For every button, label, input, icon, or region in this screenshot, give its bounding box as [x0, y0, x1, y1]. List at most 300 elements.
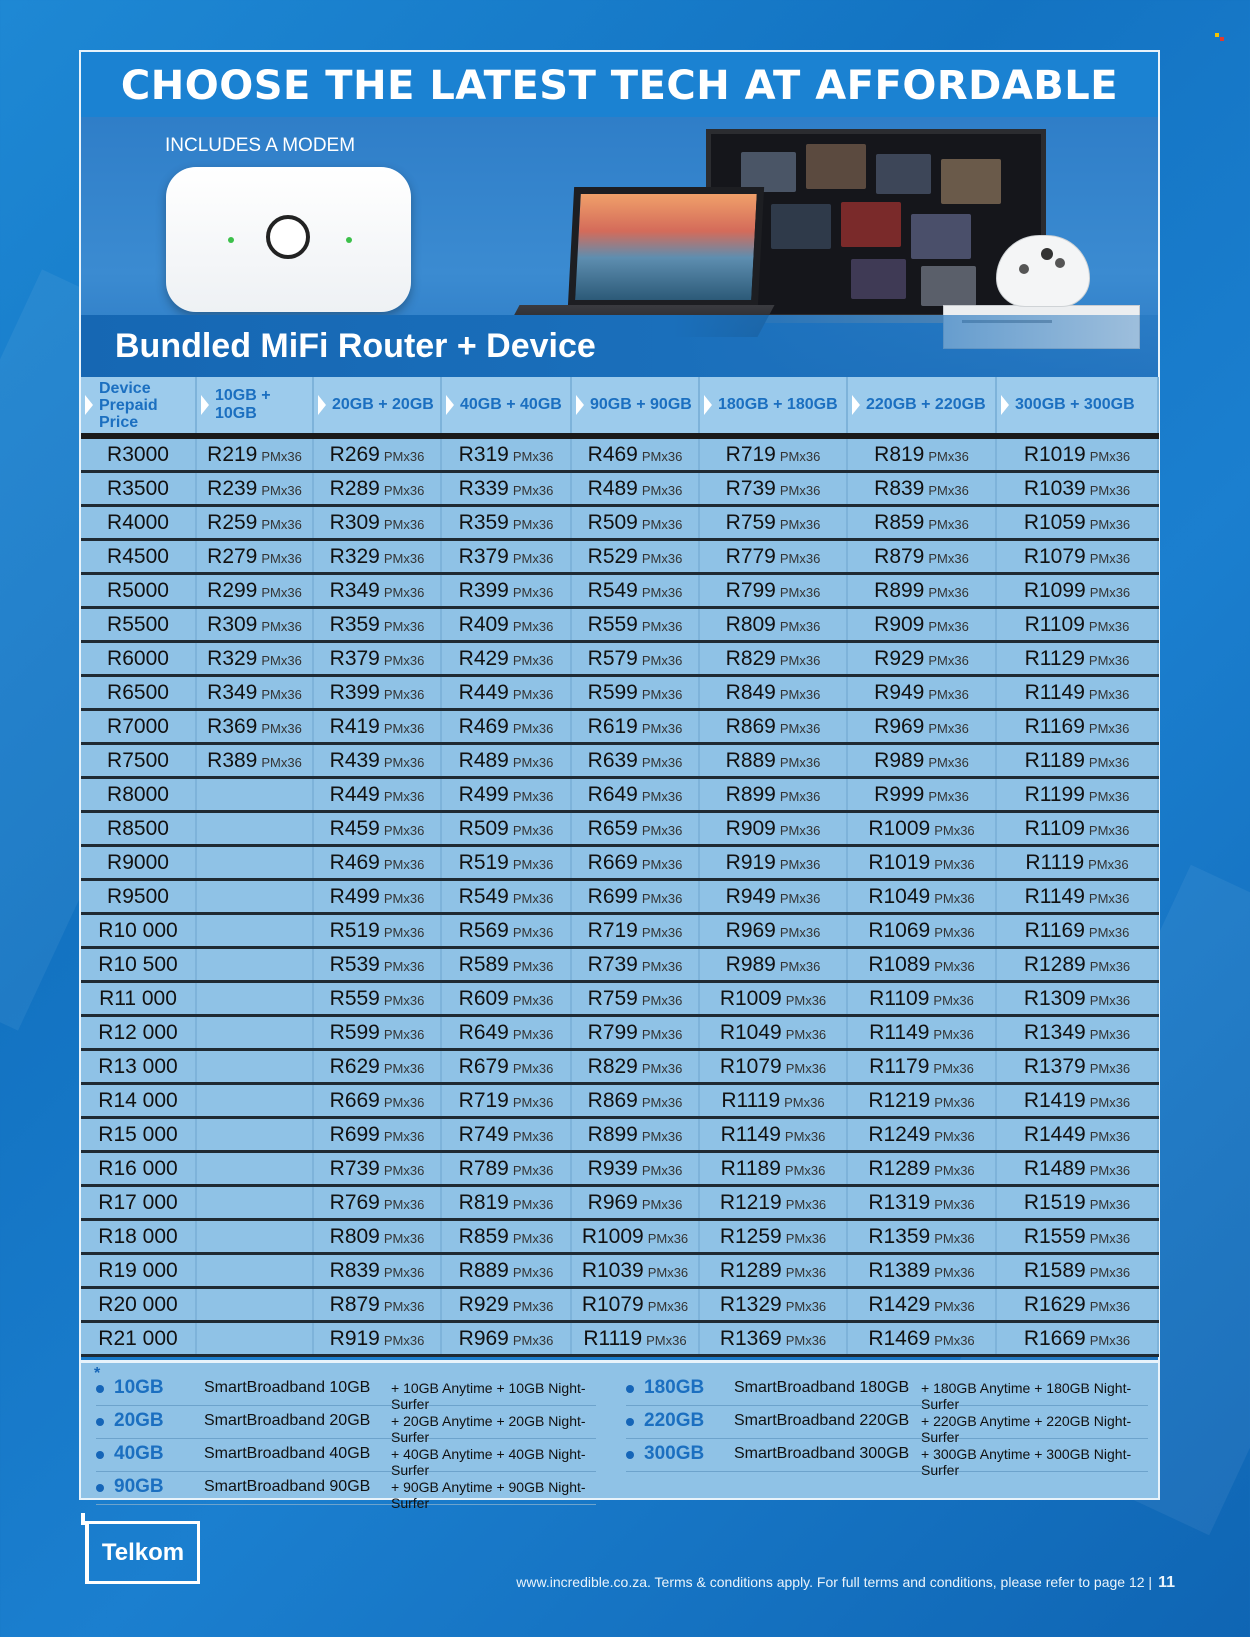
- price-amount: R269: [329, 442, 380, 466]
- device-price-cell: R9000: [81, 846, 196, 880]
- price-term-suffix: PMx36: [779, 448, 821, 464]
- price-term-suffix: PMx36: [512, 1264, 554, 1280]
- price-term-suffix: PMx36: [512, 1026, 554, 1042]
- price-amount: R1669: [1023, 1326, 1086, 1350]
- price-amount: R329: [207, 646, 258, 670]
- column-header-label: 40GB + 40GB: [442, 396, 570, 414]
- price-term-suffix: PMx36: [641, 584, 683, 600]
- device-price-cell: R6500: [81, 676, 196, 710]
- price-amount: R649: [458, 1020, 509, 1044]
- price-term-suffix: PMx36: [1089, 958, 1131, 974]
- monthly-price-cell: [571, 1084, 699, 1118]
- price-term-suffix: PMx36: [383, 482, 425, 498]
- price-amount: R1289: [868, 1156, 931, 1180]
- monthly-price-cell: [313, 812, 441, 846]
- monthly-price-cell: [996, 642, 1158, 676]
- price-amount: R1049: [719, 1020, 782, 1044]
- monthly-price-cell: [571, 472, 699, 506]
- price-term-suffix: PMx36: [383, 1230, 425, 1246]
- monthly-price-cell: [996, 812, 1158, 846]
- legend-size: 20GB: [114, 1410, 164, 1431]
- price-amount: R909: [874, 612, 925, 636]
- price-amount: R969: [725, 918, 776, 942]
- price-term-suffix: PMx36: [641, 482, 683, 498]
- monthly-price-cell: [699, 1220, 847, 1254]
- price-amount: R859: [458, 1224, 509, 1248]
- legend-column-right: [626, 1373, 1148, 1478]
- price-term-suffix: PMx36: [383, 516, 425, 532]
- price-term-suffix: PMx36: [641, 618, 683, 634]
- price-amount: R1069: [868, 918, 931, 942]
- bullet-icon: [626, 1418, 634, 1426]
- legend-plan-description: + 300GB Anytime + 300GB Night-Surfer: [921, 1446, 1132, 1478]
- column-header-label: 20GB + 20GB: [314, 396, 440, 414]
- price-term-suffix: PMx36: [1089, 482, 1131, 498]
- monthly-price-cell: [847, 1084, 996, 1118]
- monthly-price-cell: [441, 1186, 571, 1220]
- price-amount: R949: [725, 884, 776, 908]
- device-price-cell: R17 000: [81, 1186, 196, 1220]
- monthly-price-cell: [313, 1254, 441, 1288]
- price-term-suffix: PMx36: [383, 448, 425, 464]
- price-amount: R969: [874, 714, 925, 738]
- price-amount: R1149: [720, 1122, 781, 1146]
- tv-tile: [771, 204, 831, 249]
- price-amount: R719: [458, 1088, 509, 1112]
- monthly-price-cell: [847, 1186, 996, 1220]
- monthly-price-cell: [571, 880, 699, 914]
- monthly-price-cell: [313, 914, 441, 948]
- price-term-suffix: PMx36: [934, 822, 975, 838]
- device-price-cell: R5500: [81, 608, 196, 642]
- monthly-price-cell: [996, 1118, 1158, 1152]
- monthly-price-cell: [996, 1220, 1158, 1254]
- price-term-suffix: PMx36: [641, 992, 683, 1008]
- device-price-cell: R8500: [81, 812, 196, 846]
- price-amount: R1559: [1023, 1224, 1086, 1248]
- monthly-price-cell: [571, 710, 699, 744]
- price-amount: R909: [725, 816, 776, 840]
- price-term-suffix: PMx36: [785, 1332, 827, 1348]
- monthly-price-cell: [441, 948, 571, 982]
- device-price-cell: R9500: [81, 880, 196, 914]
- monthly-price-cell: [441, 812, 571, 846]
- table-row: [81, 1016, 1158, 1050]
- price-amount: R299: [207, 578, 258, 602]
- tv-tile: [911, 214, 971, 259]
- device-price-cell: R5000: [81, 574, 196, 608]
- price-term-suffix: PMx36: [934, 1162, 975, 1178]
- monthly-price-cell: [996, 608, 1158, 642]
- price-amount: R409: [458, 612, 509, 636]
- monthly-price-cell: [699, 642, 847, 676]
- price-amount: R779: [725, 544, 776, 568]
- monthly-price-cell: [196, 1322, 313, 1356]
- monthly-price-cell: [699, 1152, 847, 1186]
- monthly-price-cell: [196, 778, 313, 812]
- monthly-price-cell: [441, 436, 571, 472]
- price-amount: R1389: [868, 1258, 931, 1282]
- monthly-price-cell: [996, 574, 1158, 608]
- monthly-price-cell: [996, 1254, 1158, 1288]
- monthly-price-cell: [699, 710, 847, 744]
- price-amount: R559: [587, 612, 638, 636]
- price-amount: R929: [874, 646, 925, 670]
- monthly-price-cell: [313, 744, 441, 778]
- price-term-suffix: PMx36: [641, 1094, 683, 1110]
- price-term-suffix: PMx36: [785, 992, 827, 1008]
- price-amount: R309: [329, 510, 380, 534]
- table-header-row: [81, 377, 1158, 436]
- price-term-suffix: PMx36: [641, 1162, 683, 1178]
- monthly-price-cell: [571, 744, 699, 778]
- monthly-price-cell: [571, 1288, 699, 1322]
- price-term-suffix: PMx36: [779, 652, 821, 668]
- column-header-220gb: [847, 377, 996, 436]
- price-amount: R969: [587, 1190, 638, 1214]
- price-term-suffix: PMx36: [383, 550, 425, 566]
- legend-plan-name: SmartBroadband 20GB: [204, 1412, 371, 1429]
- price-term-suffix: PMx36: [1089, 1332, 1131, 1348]
- price-amount: R329: [329, 544, 380, 568]
- price-amount: R1469: [868, 1326, 931, 1350]
- column-header-10gb: [196, 377, 313, 436]
- price-term-suffix: PMx36: [1089, 516, 1131, 532]
- monthly-price-cell: [196, 914, 313, 948]
- monthly-price-cell: [996, 472, 1158, 506]
- monthly-price-cell: [441, 1016, 571, 1050]
- table-row: [81, 1152, 1158, 1186]
- price-term-suffix: PMx36: [934, 890, 975, 906]
- table-row: [81, 812, 1158, 846]
- price-amount: R739: [587, 952, 638, 976]
- monthly-price-cell: [996, 846, 1158, 880]
- monthly-price-cell: [699, 846, 847, 880]
- price-term-suffix: PMx36: [785, 1230, 827, 1246]
- price-term-suffix: PMx36: [383, 992, 425, 1008]
- price-term-suffix: PMx36: [934, 1332, 975, 1348]
- legend-plan-description: + 90GB Anytime + 90GB Night-Surfer: [391, 1479, 586, 1511]
- price-term-suffix: PMx36: [512, 1094, 554, 1110]
- price-amount: R1119: [583, 1326, 643, 1350]
- price-amount: R749: [458, 1122, 509, 1146]
- device-price-cell: R12 000: [81, 1016, 196, 1050]
- price-term-suffix: PMx36: [261, 516, 302, 532]
- device-price-cell: R21 000: [81, 1322, 196, 1356]
- controller-button: [1055, 258, 1065, 268]
- price-term-suffix: PMx36: [928, 550, 969, 566]
- monthly-price-cell: [571, 1050, 699, 1084]
- table-row: [81, 880, 1158, 914]
- bullet-icon: [96, 1451, 104, 1459]
- table-row: [81, 1220, 1158, 1254]
- price-term-suffix: PMx36: [641, 754, 683, 770]
- price-amount: R339: [458, 476, 509, 500]
- price-amount: R1149: [869, 1020, 930, 1044]
- price-term-suffix: PMx36: [1088, 924, 1130, 940]
- price-term-suffix: PMx36: [933, 1026, 974, 1042]
- price-amount: R609: [458, 986, 509, 1010]
- price-amount: R989: [725, 952, 776, 976]
- monthly-price-cell: [441, 1288, 571, 1322]
- price-amount: R1589: [1023, 1258, 1086, 1282]
- monthly-price-cell: [847, 608, 996, 642]
- price-term-suffix: PMx36: [647, 1230, 689, 1246]
- price-amount: R309: [207, 612, 258, 636]
- price-amount: R1519: [1023, 1190, 1086, 1214]
- bullet-icon: [96, 1385, 104, 1393]
- price-term-suffix: PMx36: [928, 584, 969, 600]
- device-price-cell: R11 000: [81, 982, 196, 1016]
- price-term-suffix: PMx36: [641, 516, 683, 532]
- monthly-price-cell: [699, 744, 847, 778]
- price-amount: R1009: [581, 1224, 644, 1248]
- price-term-suffix: PMx36: [779, 958, 821, 974]
- column-header-40gb: [441, 377, 571, 436]
- price-term-suffix: PMx36: [512, 958, 554, 974]
- price-amount: R1349: [1023, 1020, 1086, 1044]
- laptop-image: [568, 187, 764, 307]
- monthly-price-cell: [996, 880, 1158, 914]
- price-term-suffix: PMx36: [261, 482, 302, 498]
- price-term-suffix: PMx36: [1089, 1094, 1131, 1110]
- price-amount: R739: [329, 1156, 380, 1180]
- device-price-cell: R3500: [81, 472, 196, 506]
- monthly-price-cell: [196, 948, 313, 982]
- monthly-price-cell: [196, 846, 313, 880]
- price-amount: R1079: [581, 1292, 644, 1316]
- price-amount: R929: [458, 1292, 509, 1316]
- table-row: [81, 1254, 1158, 1288]
- monthly-price-cell: [847, 846, 996, 880]
- price-amount: R879: [329, 1292, 380, 1316]
- price-term-suffix: PMx36: [779, 924, 821, 940]
- monthly-price-cell: [571, 846, 699, 880]
- monthly-price-cell: [196, 1254, 313, 1288]
- price-term-suffix: PMx36: [512, 924, 554, 940]
- price-term-suffix: PMx36: [779, 788, 821, 804]
- monthly-price-cell: [699, 812, 847, 846]
- price-term-suffix: PMx36: [647, 1264, 689, 1280]
- price-amount: R1079: [1023, 544, 1086, 568]
- legend-plan-description: + 40GB Anytime + 40GB Night-Surfer: [391, 1446, 586, 1478]
- monthly-price-cell: [313, 880, 441, 914]
- monthly-price-cell: [313, 846, 441, 880]
- price-term-suffix: PMx36: [1088, 686, 1130, 702]
- monthly-price-cell: [441, 642, 571, 676]
- price-term-suffix: PMx36: [934, 1128, 975, 1144]
- price-term-suffix: PMx36: [641, 448, 683, 464]
- monthly-price-cell: [996, 1050, 1158, 1084]
- price-amount: R509: [587, 510, 638, 534]
- price-amount: R1289: [719, 1258, 782, 1282]
- price-amount: R239: [207, 476, 258, 500]
- price-amount: R989: [874, 748, 925, 772]
- price-amount: R459: [329, 816, 380, 840]
- monthly-price-cell: [996, 982, 1158, 1016]
- price-amount: R869: [587, 1088, 638, 1112]
- legend-size: 300GB: [644, 1443, 705, 1464]
- monthly-price-cell: [196, 608, 313, 642]
- price-term-suffix: PMx36: [1088, 618, 1130, 634]
- monthly-price-cell: [847, 778, 996, 812]
- column-header-300gb: [996, 377, 1158, 436]
- plan-legend: [81, 1360, 1158, 1511]
- price-amount: R649: [587, 782, 638, 806]
- monthly-price-cell: [441, 1220, 571, 1254]
- column-header-label: 220GB + 220GB: [848, 396, 995, 414]
- monthly-price-cell: [571, 778, 699, 812]
- price-amount: R359: [329, 612, 380, 636]
- column-header-label: 180GB + 180GB: [700, 396, 846, 414]
- telkom-logo: Telkom: [85, 1521, 200, 1584]
- device-price-cell: R19 000: [81, 1254, 196, 1288]
- monthly-price-cell: [847, 1118, 996, 1152]
- price-term-suffix: PMx36: [928, 516, 969, 532]
- price-term-suffix: PMx36: [641, 550, 683, 566]
- monthly-price-cell: [699, 1186, 847, 1220]
- hero-image: [81, 117, 1158, 377]
- price-amount: R399: [458, 578, 509, 602]
- price-term-suffix: PMx36: [512, 550, 554, 566]
- monthly-price-cell: [571, 506, 699, 540]
- price-term-suffix: PMx36: [261, 584, 302, 600]
- price-term-suffix: PMx36: [261, 550, 302, 566]
- price-term-suffix: PMx36: [779, 890, 821, 906]
- price-amount: R859: [874, 510, 925, 534]
- price-amount: R1169: [1024, 714, 1085, 738]
- price-term-suffix: PMx36: [383, 652, 425, 668]
- price-amount: R399: [329, 680, 380, 704]
- price-term-suffix: PMx36: [784, 1162, 826, 1178]
- monthly-price-cell: [996, 1322, 1158, 1356]
- tv-tile: [741, 152, 796, 192]
- table-row: [81, 710, 1158, 744]
- monthly-price-cell: [441, 540, 571, 574]
- monthly-price-cell: [571, 676, 699, 710]
- monthly-price-cell: [699, 608, 847, 642]
- monthly-price-cell: [571, 1118, 699, 1152]
- price-amount: R1099: [1023, 578, 1086, 602]
- price-amount: R349: [329, 578, 380, 602]
- device-price-cell: R10 500: [81, 948, 196, 982]
- bullet-icon: [626, 1385, 634, 1393]
- monthly-price-cell: [313, 948, 441, 982]
- price-term-suffix: PMx36: [779, 482, 821, 498]
- monthly-price-cell: [847, 642, 996, 676]
- price-term-suffix: PMx36: [383, 754, 425, 770]
- price-term-suffix: PMx36: [928, 482, 969, 498]
- price-amount: R499: [458, 782, 509, 806]
- monthly-price-cell: [996, 914, 1158, 948]
- legend-plan-description: + 20GB Anytime + 20GB Night-Surfer: [391, 1413, 586, 1445]
- monthly-price-cell: [847, 506, 996, 540]
- monthly-price-cell: [196, 436, 313, 472]
- legend-plan-name: SmartBroadband 300GB: [734, 1445, 910, 1462]
- monthly-price-cell: [196, 642, 313, 676]
- price-term-suffix: PMx36: [928, 652, 969, 668]
- price-term-suffix: PMx36: [1089, 1128, 1131, 1144]
- column-header-label: 10GB + 10GB: [197, 387, 312, 423]
- price-term-suffix: PMx36: [261, 754, 302, 770]
- monthly-price-cell: [847, 540, 996, 574]
- price-term-suffix: PMx36: [512, 890, 554, 906]
- price-amount: R789: [458, 1156, 509, 1180]
- price-amount: R669: [587, 850, 638, 874]
- price-amount: R349: [207, 680, 258, 704]
- table-row: [81, 574, 1158, 608]
- price-amount: R799: [725, 578, 776, 602]
- monthly-price-cell: [441, 1254, 571, 1288]
- price-term-suffix: PMx36: [928, 618, 969, 634]
- monthly-price-cell: [699, 472, 847, 506]
- monthly-price-cell: [196, 574, 313, 608]
- device-price-cell: R10 000: [81, 914, 196, 948]
- monthly-price-cell: [571, 982, 699, 1016]
- price-term-suffix: PMx36: [646, 1332, 687, 1348]
- mifi-modem-image: [166, 167, 411, 312]
- monthly-price-cell: [699, 914, 847, 948]
- price-term-suffix: PMx36: [934, 924, 975, 940]
- device-price-cell: R18 000: [81, 1220, 196, 1254]
- monthly-price-cell: [996, 1084, 1158, 1118]
- price-term-suffix: PMx36: [641, 856, 683, 872]
- legend-size: 10GB: [114, 1377, 164, 1398]
- price-term-suffix: PMx36: [1089, 1162, 1131, 1178]
- price-term-suffix: PMx36: [1088, 788, 1130, 804]
- price-amount: R769: [329, 1190, 380, 1214]
- price-term-suffix: PMx36: [779, 856, 821, 872]
- legend-column-left: [96, 1373, 596, 1511]
- footer-terms: [516, 1574, 1175, 1592]
- monthly-price-cell: [196, 506, 313, 540]
- price-term-suffix: PMx36: [934, 856, 975, 872]
- price-amount: R839: [874, 476, 925, 500]
- price-term-suffix: PMx36: [512, 1230, 554, 1246]
- price-term-suffix: PMx36: [934, 958, 975, 974]
- monthly-price-cell: [699, 1322, 847, 1356]
- monthly-price-cell: [996, 778, 1158, 812]
- price-term-suffix: PMx36: [261, 652, 302, 668]
- price-amount: R1249: [868, 1122, 931, 1146]
- monthly-price-cell: [571, 540, 699, 574]
- monthly-price-cell: [699, 1050, 847, 1084]
- monthly-price-cell: [196, 1186, 313, 1220]
- price-amount: R1039: [581, 1258, 644, 1282]
- price-term-suffix: PMx36: [261, 618, 302, 634]
- price-term-suffix: PMx36: [641, 1128, 683, 1144]
- price-amount: R999: [874, 782, 925, 806]
- price-amount: R879: [874, 544, 925, 568]
- price-amount: R869: [725, 714, 776, 738]
- game-controller-icon: [996, 235, 1090, 307]
- price-term-suffix: PMx36: [641, 958, 683, 974]
- price-amount: R519: [329, 918, 380, 942]
- monthly-price-cell: [571, 1254, 699, 1288]
- monthly-price-cell: [996, 506, 1158, 540]
- price-amount: R379: [458, 544, 509, 568]
- price-term-suffix: PMx36: [1089, 992, 1131, 1008]
- price-term-suffix: PMx36: [1089, 1026, 1131, 1042]
- monthly-price-cell: [847, 710, 996, 744]
- price-amount: R1369: [719, 1326, 782, 1350]
- price-amount: R699: [587, 884, 638, 908]
- bullet-icon: [96, 1418, 104, 1426]
- price-term-suffix: PMx36: [512, 448, 554, 464]
- price-amount: R1109: [1024, 612, 1085, 636]
- price-amount: R819: [874, 442, 925, 466]
- price-amount: R939: [587, 1156, 638, 1180]
